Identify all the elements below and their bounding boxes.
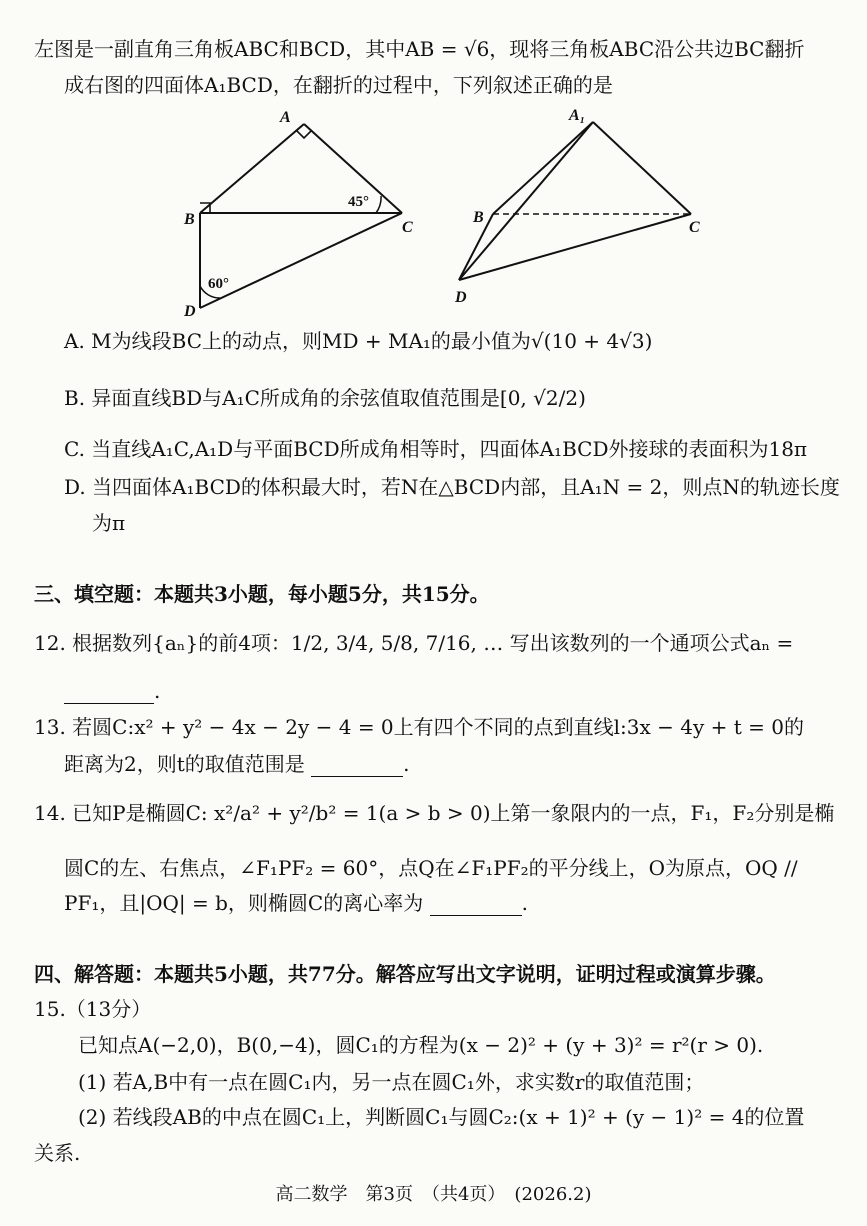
q13-answer-blank[interactable]	[311, 756, 403, 777]
q15-part2-continued: 关系.	[34, 1141, 81, 1165]
q14-line3	[64, 890, 528, 916]
label-A1: A₁	[569, 107, 586, 124]
q13-period: .	[403, 752, 410, 776]
q12-period: .	[154, 679, 161, 703]
q13-line2-text: 距离为2，则t的取值范围是	[64, 752, 305, 776]
q11-option-d-line2: 为π	[92, 511, 126, 535]
q13-line1: 13. 若圆C:x² + y² − 4x − 2y − 4 = 0上有四个不同的点到直线l:3x − 4y + t = 0的	[34, 715, 804, 739]
q14-line2: 圆C的左、右焦点，∠F₁PF₂ = 60°，点Q在∠F₁PF₂的平分线上，O为原点，OQ //	[64, 856, 798, 880]
label-A: A	[280, 109, 291, 126]
q13-line2	[64, 751, 409, 777]
section-3-heading: 三、填空题：本题共3小题，每小题5分，共15分。	[34, 582, 490, 606]
label-D-right: D	[455, 289, 467, 306]
q11-option-a: A. M为线段BC上的动点，则MD + MA₁的最小值为√(10 + 4√3)	[64, 329, 653, 353]
label-B-right: B	[473, 209, 484, 226]
q12-line1: 12. 根据数列{aₙ}的前4项：1/2, 3/4, 5/8, 7/16, … 写出该数列的一个通项公式aₙ =	[34, 631, 794, 655]
figure-right-tetrahedron	[445, 104, 715, 309]
q12-line2	[64, 678, 160, 704]
q11-stem-line1: 左图是一副直角三角板ABC和BCD，其中AB = √6，现将三角板ABC沿公共边BC翻折	[34, 37, 805, 61]
q12-answer-blank[interactable]	[64, 683, 154, 704]
q11-option-d-line1: D. 当四面体A₁BCD的体积最大时，若N在△BCD内部，且A₁N = 2，则点N的轨迹长度	[64, 475, 840, 499]
q11-option-c: C. 当直线A₁C,A₁D与平面BCD所成角相等时，四面体A₁BCD外接球的表面积为18π	[64, 437, 808, 461]
label-D: D	[184, 303, 196, 320]
label-C: C	[402, 219, 413, 236]
label-B: B	[184, 211, 195, 228]
q15-part2: (2) 若线段AB的中点在圆C₁上，判断圆C₁与圆C₂:(x + 1)² + (y − 1)² = 4的位置	[78, 1105, 805, 1129]
q11-stem-line2: 成右图的四面体A₁BCD，在翻折的过程中，下列叙述正确的是	[64, 73, 613, 97]
q15-heading: 15.（13分）	[34, 997, 152, 1021]
section-4-heading: 四、解答题：本题共5小题，共77分。解答应写出文字说明，证明过程或演算步骤。	[34, 962, 776, 986]
figure-left-triangles	[180, 108, 430, 323]
angle-60-label: 60°	[208, 276, 229, 292]
q14-line3-text: PF₁，且|OQ| = b，则椭圆C的离心率为	[64, 891, 424, 915]
angle-45-label: 45°	[348, 194, 369, 210]
page-footer: 高二数学 第3页 （共4页） (2026.2)	[275, 1184, 592, 1205]
q14-answer-blank[interactable]	[430, 895, 522, 916]
q15-part1: (1) 若A,B中有一点在圆C₁内，另一点在圆C₁外，求实数r的取值范围；	[78, 1070, 705, 1094]
q14-period: .	[521, 891, 528, 915]
q14-line1: 14. 已知P是椭圆C: x²/a² + y²/b² = 1(a > b > 0)上第一象限内的一点，F₁，F₂分别是椭	[34, 801, 835, 825]
label-C-right: C	[689, 219, 700, 236]
q11-option-b: B. 异面直线BD与A₁C所成角的余弦值取值范围是[0, √2/2)	[64, 386, 586, 410]
q15-line1: 已知点A(−2,0)，B(0,−4)，圆C₁的方程为(x − 2)² + (y + 3)² = r²(r > 0).	[78, 1033, 764, 1057]
